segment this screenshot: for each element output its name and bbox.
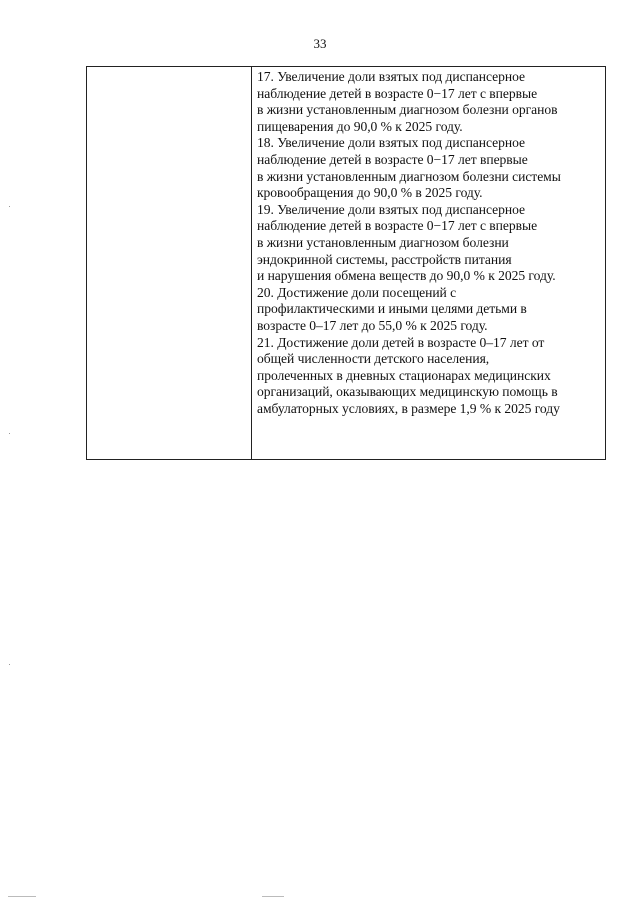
text-line: эндокринной системы, расстройств питания xyxy=(257,251,512,267)
text-line: амбулаторных условиях, в размере 1,9 % к 2025 году xyxy=(257,400,560,416)
text-line: профилактическими и иными целями детьми в xyxy=(257,301,527,317)
text-line: пролеченных в дневных стационарах медицинских xyxy=(257,367,551,383)
text-line: общей численности детского населения, xyxy=(257,351,490,367)
scan-mark xyxy=(9,664,10,665)
page-number: 33 xyxy=(313,36,327,51)
text-line: 18. Увеличение доли взятых под диспансерное xyxy=(257,135,526,151)
text-line: в жизни установленным диагнозом болезни системы xyxy=(257,168,561,184)
text-line: в жизни установленным диагнозом болезни органов xyxy=(257,102,558,118)
table-left-cell xyxy=(87,67,252,459)
text-line: в жизни установленным диагнозом болезни xyxy=(257,234,509,250)
text-line: 20. Достижение доли посещений с xyxy=(257,284,457,300)
text-line: кровообращения до 90,0 % в 2025 году. xyxy=(257,185,483,201)
text-line: 19. Увеличение доли взятых под диспансерное xyxy=(257,201,526,217)
text-line: возрасте 0–17 лет до 55,0 % к 2025 году. xyxy=(257,317,488,333)
text-line: наблюдение детей в возрасте 0−17 лет с впервые xyxy=(257,218,538,234)
table-right-cell xyxy=(252,67,605,459)
scan-mark xyxy=(9,433,10,434)
text-line: организаций, оказывающих медицинскую помощь в xyxy=(257,384,558,400)
scan-mark xyxy=(8,896,36,897)
scan-mark xyxy=(262,896,284,897)
text-line: 21. Достижение доли детей в возрасте 0–17 лет от xyxy=(257,334,545,350)
text-line: и нарушения обмена веществ до 90,0 % к 2025 году. xyxy=(257,268,556,284)
indicators-table xyxy=(86,66,606,460)
text-line: 17. Увеличение доли взятых под диспансерное xyxy=(257,69,526,84)
text-line: наблюдение детей в возрасте 0−17 лет впервые xyxy=(257,151,528,167)
text-line: наблюдение детей в возрасте 0−17 лет с впервые xyxy=(257,85,538,101)
scan-mark xyxy=(9,206,10,207)
text-line: пищеварения до 90,0 % к 2025 году. xyxy=(257,118,463,134)
